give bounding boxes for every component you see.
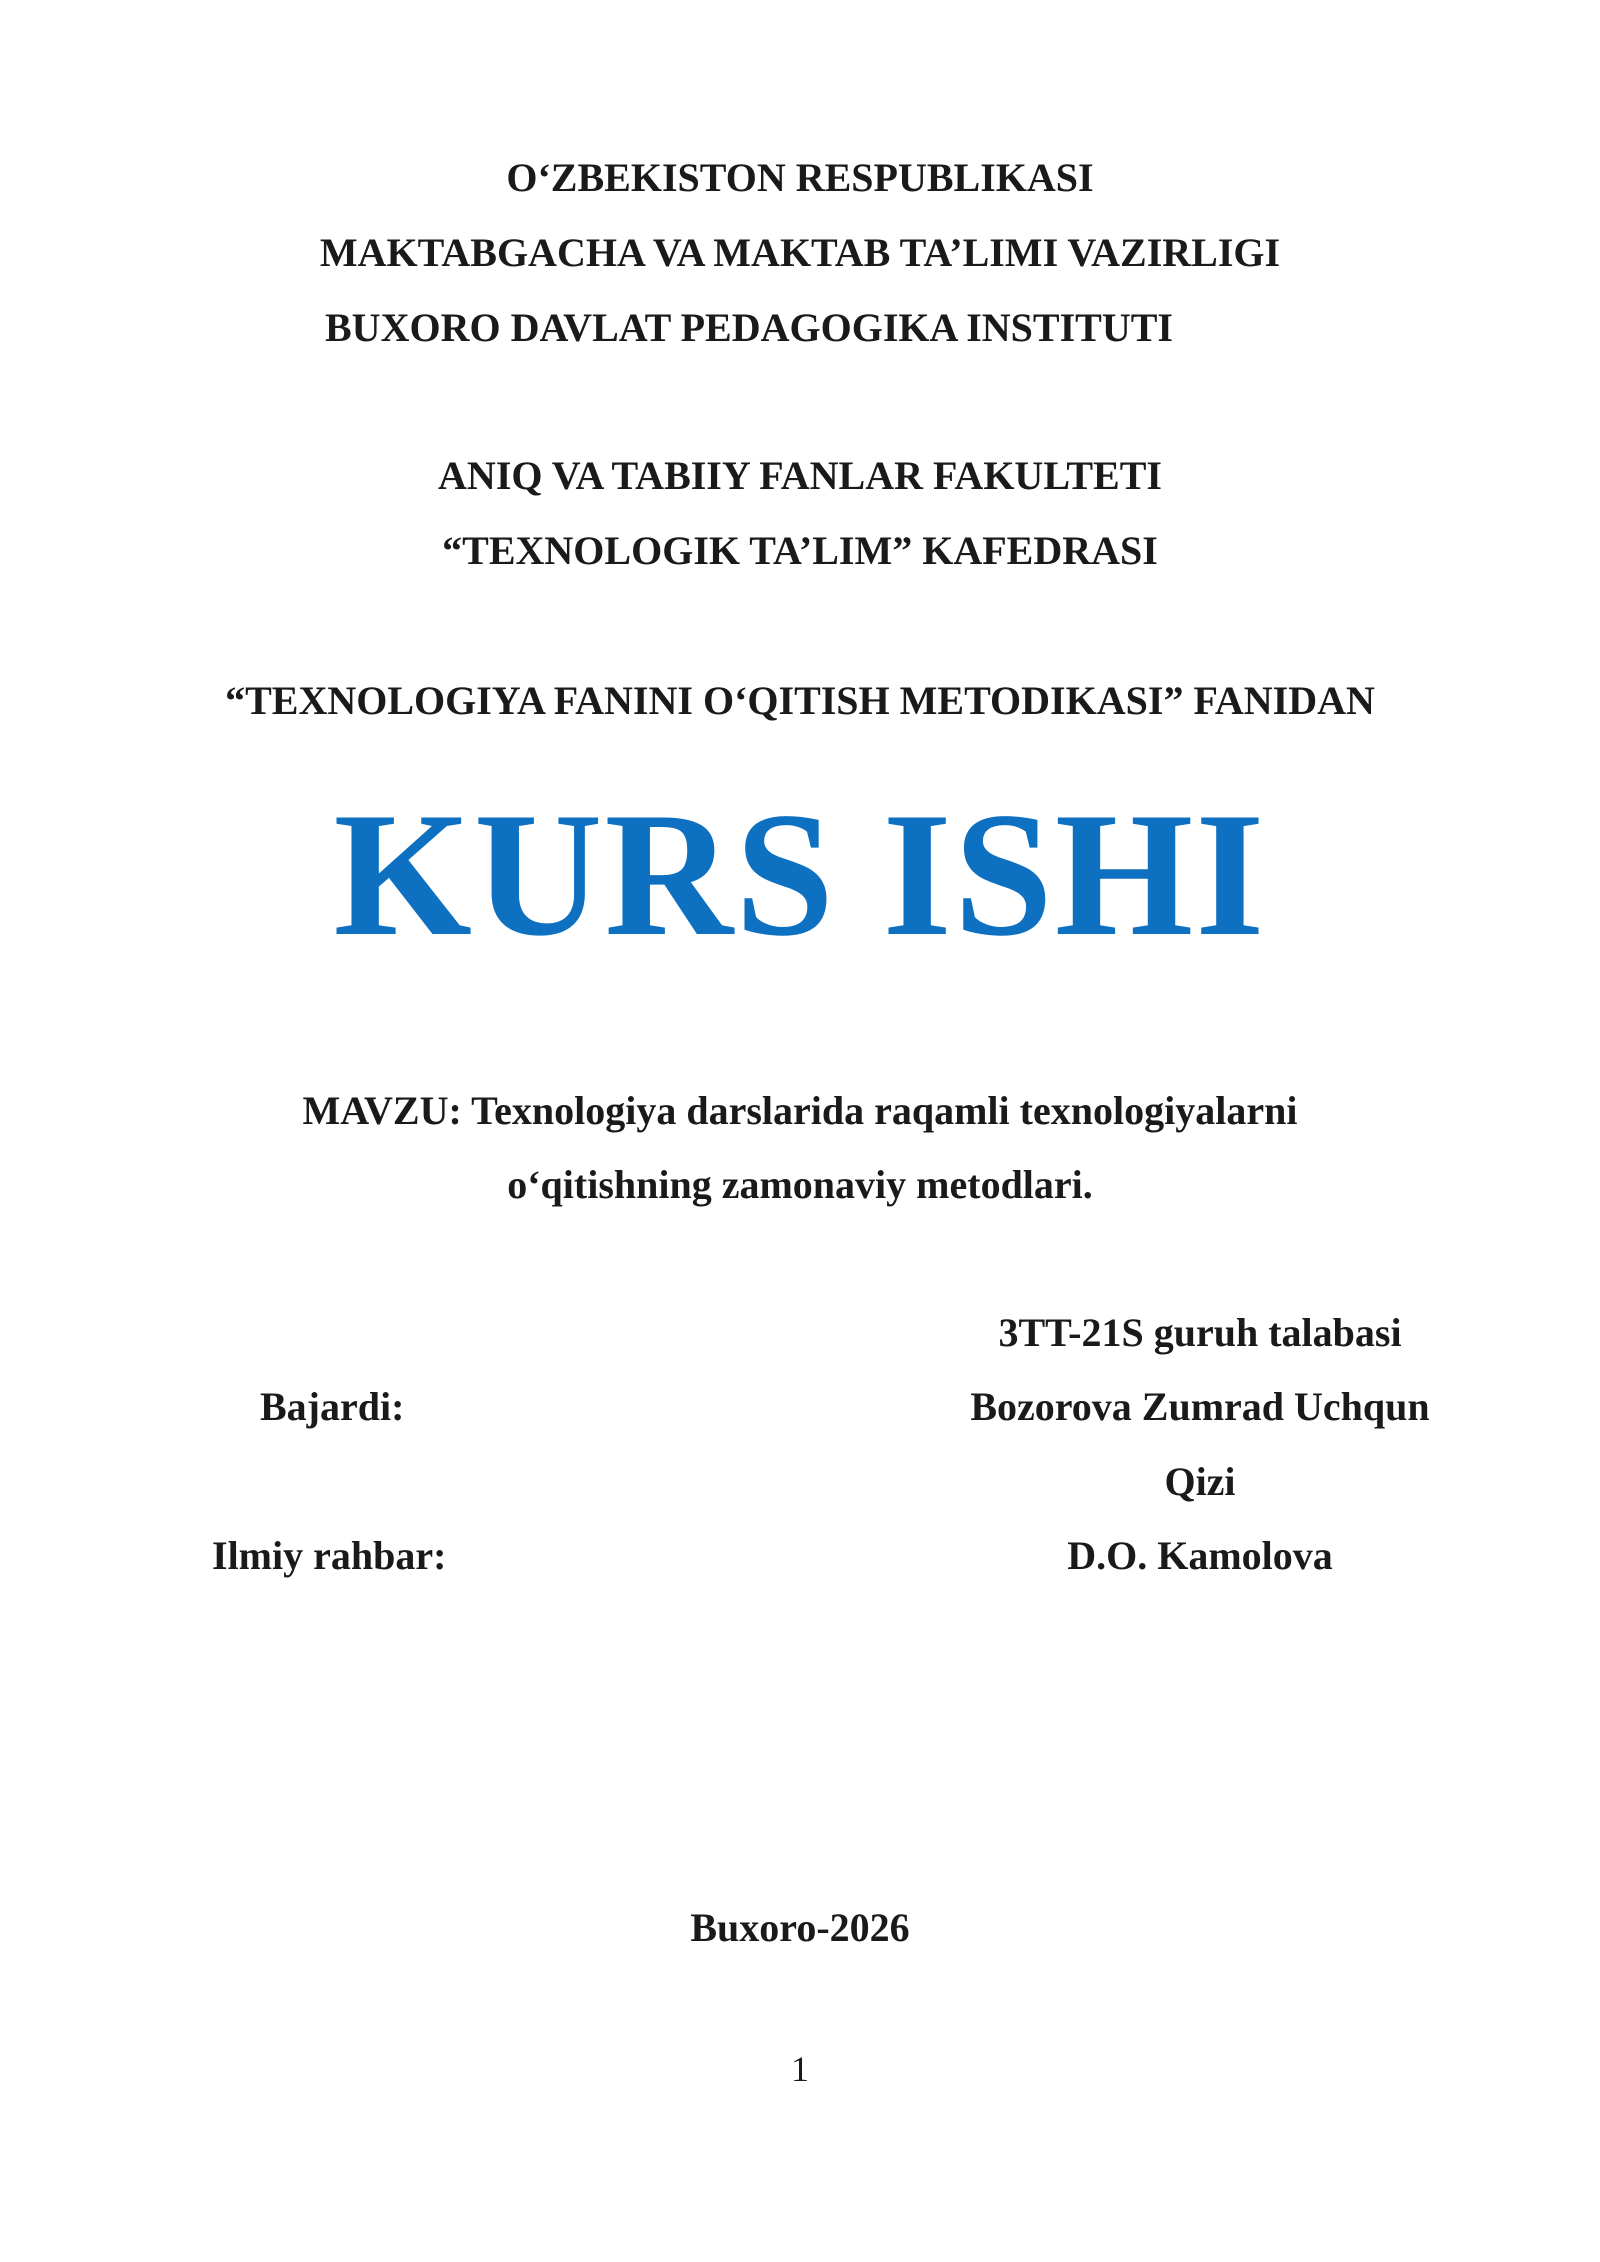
supervisor-label: Ilmiy rahbar: bbox=[212, 1533, 447, 1578]
performer-label: Bajardi: bbox=[260, 1384, 405, 1429]
student-group: 3TT-21S guruh talabasi bbox=[998, 1310, 1402, 1355]
supervisor-name: D.O. Kamolova bbox=[1067, 1533, 1333, 1578]
institute-heading: BUXORO DAVLAT PEDAGOGIKA INSTITUTI bbox=[325, 305, 1173, 350]
faculty-heading: ANIQ VA TABIIY FANLAR FAKULTETI bbox=[438, 453, 1162, 498]
republic-heading: O‘ZBEKISTON RESPUBLIKASI bbox=[506, 155, 1094, 200]
page-title: KURS ISHI bbox=[333, 775, 1267, 973]
topic-line-1: MAVZU: Texnologiya darslarida raqamli texnologiyalarni bbox=[302, 1088, 1298, 1133]
ministry-heading: MAKTABGACHA VA MAKTAB TA’LIMI VAZIRLIGI bbox=[319, 230, 1281, 275]
performer-name-continuation: Qizi bbox=[1164, 1459, 1236, 1504]
city-year: Buxoro-2026 bbox=[690, 1905, 910, 1950]
page-number: 1 bbox=[791, 2049, 809, 2089]
performer-name: Bozorova Zumrad Uchqun bbox=[970, 1384, 1430, 1429]
subject-heading: “TEXNOLOGIYA FANINI O‘QITISH METODIKASI” FANIDAN bbox=[225, 678, 1375, 723]
department-heading: “TEXNOLOGIK TA’LIM” KAFEDRASI bbox=[442, 528, 1158, 573]
topic-line-2: o‘qitishning zamonaviy metodlari. bbox=[507, 1162, 1093, 1207]
